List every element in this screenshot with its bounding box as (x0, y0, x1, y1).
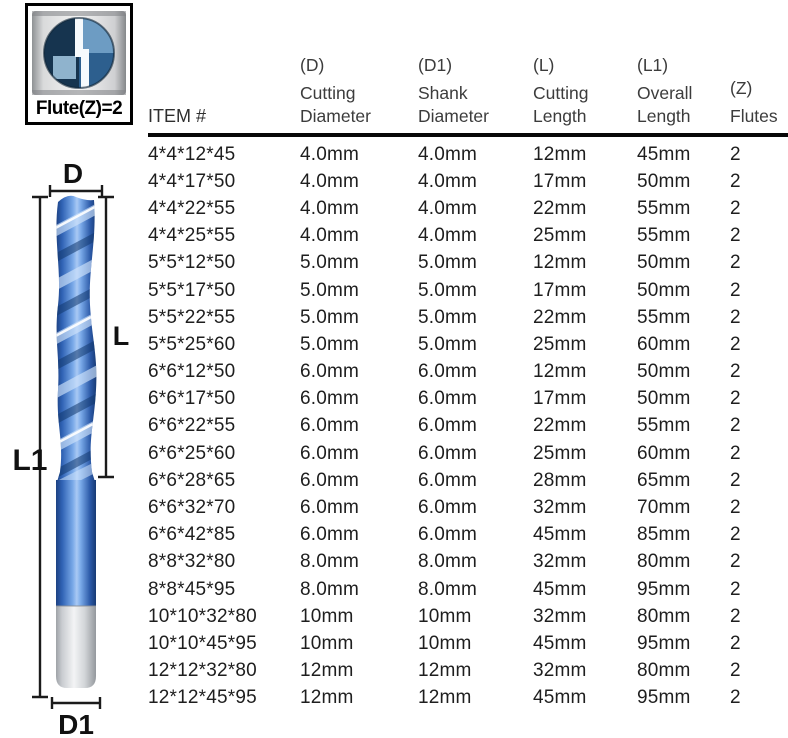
table-cell: 4.0mm (418, 143, 478, 165)
table-cell: 55mm (637, 415, 691, 437)
table-cell: 5*5*17*50 (148, 279, 236, 301)
table-cell: 22mm (533, 197, 587, 219)
dimension-label-overall-length: L1 (12, 444, 48, 477)
table-cell: 2 (730, 306, 741, 328)
shank-coated-section (56, 480, 96, 606)
table-cell: 4*4*25*55 (148, 225, 236, 247)
table-cell: 2 (730, 660, 741, 682)
table-cell: 6.0mm (300, 442, 360, 464)
table-row (148, 250, 788, 277)
table-row (148, 413, 788, 440)
table-cell: 6*6*32*70 (148, 497, 236, 519)
table-cell: 55mm (637, 197, 691, 219)
table-row (148, 685, 788, 712)
table-cell: 45mm (533, 578, 587, 600)
table-cell: 60mm (637, 333, 691, 355)
table-cell: 2 (730, 524, 741, 546)
table-cell: 6.0mm (418, 361, 478, 383)
table-row (148, 386, 788, 413)
table-cell: 6.0mm (300, 524, 360, 546)
table-cell: 22mm (533, 415, 587, 437)
column-label: Shank Diameter (418, 83, 489, 126)
flute-section (46, 196, 106, 492)
table-cell: 12mm (300, 660, 354, 682)
table-cell: 5*5*12*50 (148, 252, 236, 274)
table-cell: 5.0mm (418, 252, 478, 274)
table-cell: 6.0mm (418, 442, 478, 464)
table-cell: 12mm (418, 660, 472, 682)
table-cell: 2 (730, 279, 741, 301)
shank-bare-section (56, 606, 96, 688)
table-cell: 12*12*45*95 (148, 687, 257, 709)
table-cell: 4.0mm (418, 225, 478, 247)
table-cell: 4.0mm (300, 197, 360, 219)
table-cell: 12*12*32*80 (148, 660, 257, 682)
table-cell: 45mm (533, 632, 587, 654)
table-row (148, 522, 788, 549)
table-cell: 17mm (533, 279, 587, 301)
table-cell: 8*8*32*80 (148, 551, 236, 573)
table-cell: 65mm (637, 469, 691, 491)
table-cell: 4.0mm (418, 197, 478, 219)
table-cell: 28mm (533, 469, 587, 491)
table-cell: 2 (730, 415, 741, 437)
table-row (148, 223, 788, 250)
table-cell: 6*6*28*65 (148, 469, 236, 491)
table-cell: 2 (730, 442, 741, 464)
table-cell: 45mm (533, 687, 587, 709)
table-cell: 6.0mm (418, 524, 478, 546)
table-cell: 6.0mm (300, 415, 360, 437)
table-cell: 8*8*45*95 (148, 578, 236, 600)
column-header-overall-length (637, 54, 730, 130)
table-row (148, 494, 788, 521)
table-row (148, 440, 788, 467)
table-cell: 6*6*22*55 (148, 415, 236, 437)
dimension-label-cutting-diameter: D (62, 158, 84, 189)
spec-table-body (148, 137, 788, 712)
table-row (148, 304, 788, 331)
column-label: Cutting Diameter (300, 83, 371, 126)
table-cell: 8.0mm (300, 578, 360, 600)
table-cell: 2 (730, 197, 741, 219)
table-cell: 10mm (300, 632, 354, 654)
spec-table-header (148, 43, 788, 130)
column-label: Overall Length (637, 83, 693, 126)
column-label: ITEM # (148, 106, 207, 126)
table-cell: 10mm (300, 605, 354, 627)
table-cell: 8.0mm (300, 551, 360, 573)
table-cell: 5.0mm (418, 333, 478, 355)
table-cell: 17mm (533, 388, 587, 410)
table-cell: 4.0mm (300, 225, 360, 247)
table-cell: 45mm (637, 143, 691, 165)
flute-logo-box (25, 3, 133, 125)
table-cell: 6.0mm (300, 361, 360, 383)
table-cell: 10mm (418, 632, 472, 654)
table-cell: 4.0mm (418, 170, 478, 192)
table-row (148, 630, 788, 657)
table-cell: 5*5*22*55 (148, 306, 236, 328)
table-cell: 6.0mm (418, 388, 478, 410)
end-mill-diagram (0, 140, 150, 738)
table-cell: 80mm (637, 605, 691, 627)
table-cell: 2 (730, 551, 741, 573)
table-cell: 6.0mm (418, 469, 478, 491)
column-label: Flutes (730, 106, 778, 126)
table-cell: 22mm (533, 306, 587, 328)
table-cell: 32mm (533, 660, 587, 682)
table-cell: 50mm (637, 252, 691, 274)
table-cell: 10*10*45*95 (148, 632, 257, 654)
table-cell: 6.0mm (418, 497, 478, 519)
table-row (148, 576, 788, 603)
dimension-label-shank-diameter: D1 (58, 709, 94, 738)
column-symbol: (D) (300, 55, 325, 75)
table-cell: 50mm (637, 361, 691, 383)
table-cell: 6*6*25*60 (148, 442, 236, 464)
table-row (148, 603, 788, 630)
table-cell: 50mm (637, 279, 691, 301)
table-cell: 55mm (637, 306, 691, 328)
table-cell: 6.0mm (300, 469, 360, 491)
column-header-shank-diameter (418, 54, 533, 130)
column-header-item (148, 105, 300, 130)
table-cell: 5.0mm (300, 279, 360, 301)
table-cell: 4*4*12*45 (148, 143, 236, 165)
table-cell: 2 (730, 170, 741, 192)
table-cell: 12mm (533, 252, 587, 274)
table-cell: 4*4*22*55 (148, 197, 236, 219)
table-cell: 17mm (533, 170, 587, 192)
column-symbol: (Z) (730, 78, 753, 98)
spec-table (148, 43, 788, 712)
table-cell: 4.0mm (300, 143, 360, 165)
table-cell: 50mm (637, 388, 691, 410)
table-cell: 12mm (533, 143, 587, 165)
table-cell: 12mm (300, 687, 354, 709)
end-mill-top-view-icon (32, 11, 126, 95)
table-cell: 6.0mm (300, 388, 360, 410)
table-row (148, 277, 788, 304)
table-row (148, 195, 788, 222)
table-cell: 4*4*17*50 (148, 170, 236, 192)
table-cell: 5.0mm (300, 333, 360, 355)
table-cell: 6.0mm (300, 497, 360, 519)
table-cell: 32mm (533, 605, 587, 627)
table-cell: 32mm (533, 497, 587, 519)
table-cell: 95mm (637, 578, 691, 600)
table-cell: 5.0mm (300, 252, 360, 274)
column-header-flutes (730, 77, 788, 130)
table-cell: 8.0mm (418, 551, 478, 573)
table-row (148, 658, 788, 685)
table-cell: 25mm (533, 225, 587, 247)
table-row (148, 467, 788, 494)
table-cell: 2 (730, 252, 741, 274)
table-cell: 5.0mm (418, 279, 478, 301)
table-cell: 2 (730, 687, 741, 709)
table-cell: 6*6*42*85 (148, 524, 236, 546)
column-symbol: (L) (533, 55, 555, 75)
table-cell: 80mm (637, 551, 691, 573)
table-row (148, 168, 788, 195)
table-cell: 2 (730, 225, 741, 247)
table-cell: 6.0mm (418, 415, 478, 437)
table-cell: 95mm (637, 687, 691, 709)
column-symbol: (L1) (637, 55, 669, 75)
table-row (148, 331, 788, 358)
column-symbol: (D1) (418, 55, 453, 75)
table-row (148, 141, 788, 168)
table-cell: 2 (730, 143, 741, 165)
table-cell: 12mm (418, 687, 472, 709)
table-cell: 80mm (637, 660, 691, 682)
table-cell: 5.0mm (300, 306, 360, 328)
column-header-cutting-length (533, 54, 637, 130)
table-cell: 95mm (637, 632, 691, 654)
table-cell: 4.0mm (300, 170, 360, 192)
table-cell: 55mm (637, 225, 691, 247)
table-cell: 60mm (637, 442, 691, 464)
table-row (148, 549, 788, 576)
table-cell: 2 (730, 333, 741, 355)
table-cell: 2 (730, 388, 741, 410)
dimension-label-cutting-length: L (112, 321, 130, 351)
table-cell: 85mm (637, 524, 691, 546)
table-cell: 2 (730, 578, 741, 600)
table-cell: 32mm (533, 551, 587, 573)
table-cell: 12mm (533, 361, 587, 383)
table-cell: 5*5*25*60 (148, 333, 236, 355)
table-cell: 5.0mm (418, 306, 478, 328)
table-cell: 10*10*32*80 (148, 605, 257, 627)
table-cell: 2 (730, 632, 741, 654)
table-cell: 2 (730, 469, 741, 491)
table-cell: 50mm (637, 170, 691, 192)
table-cell: 45mm (533, 524, 587, 546)
table-cell: 6*6*12*50 (148, 361, 236, 383)
table-cell: 8.0mm (418, 578, 478, 600)
table-cell: 25mm (533, 442, 587, 464)
flute-count-label: Flute(Z)=2 (35, 98, 123, 119)
table-cell: 2 (730, 605, 741, 627)
table-cell: 70mm (637, 497, 691, 519)
table-cell: 6*6*17*50 (148, 388, 236, 410)
column-label: Cutting Length (533, 83, 589, 126)
table-cell: 2 (730, 497, 741, 519)
table-row (148, 359, 788, 386)
table-cell: 2 (730, 361, 741, 383)
table-cell: 10mm (418, 605, 472, 627)
table-cell: 25mm (533, 333, 587, 355)
column-header-cutting-diameter (300, 54, 418, 130)
